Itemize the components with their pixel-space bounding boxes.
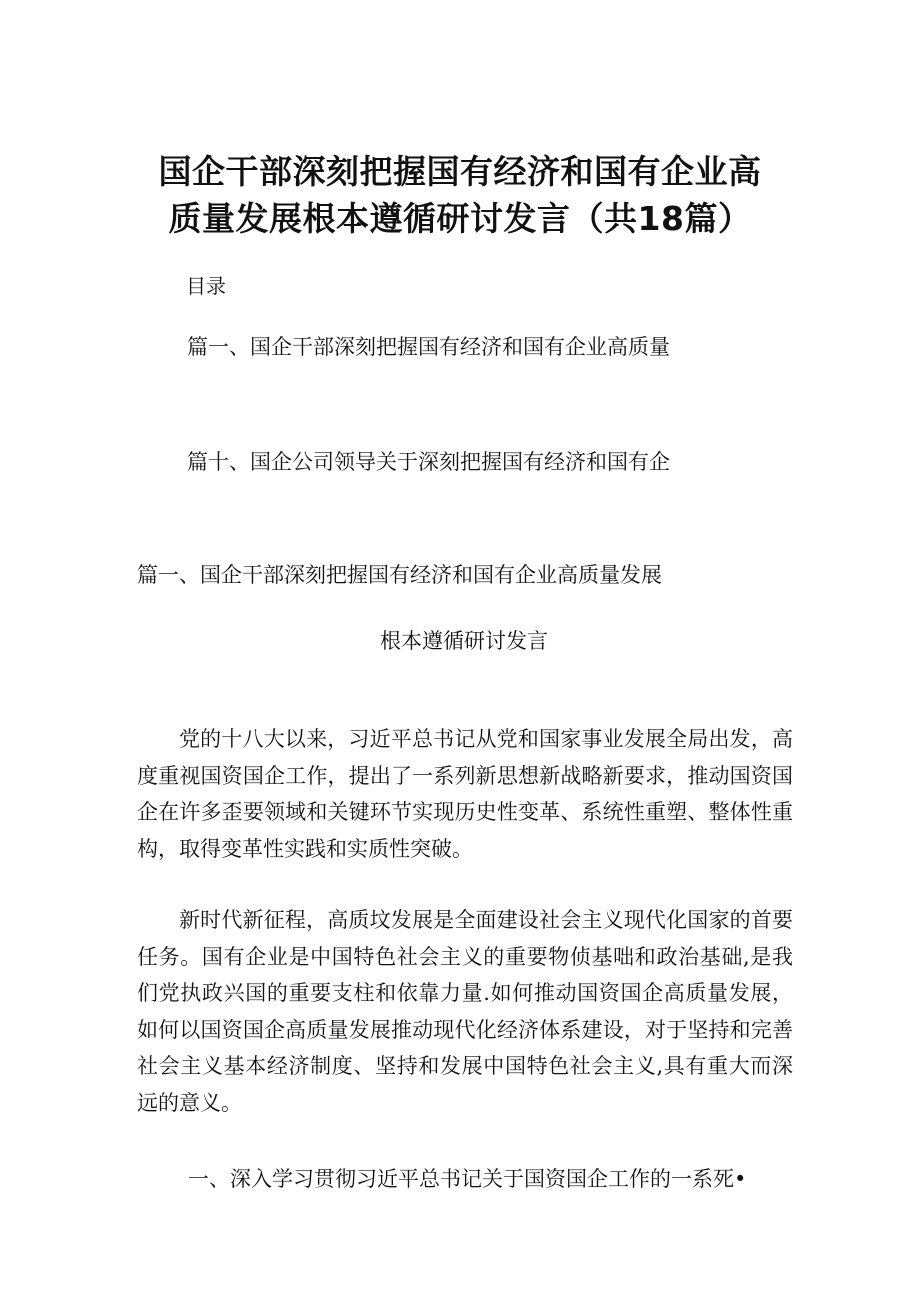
section-title-line-2: 根本遵循研讨发言 xyxy=(380,629,548,653)
document-title xyxy=(0,148,920,242)
title-line-1: 国企干部深刻把握国有经济和国有企业高 xyxy=(158,152,762,191)
toc-label: 目录 xyxy=(186,274,226,298)
body-paragraph: 党的十八大以来，习近平总书记从党和国家事业发展全局出发，高度重视国资国企工作，提出了一系列新思想新战略新要求，推动国资国企在许多歪要领域和关键环节实现历史性变革、系统性重塑、整体性重构，取得变革性实践和实质性突破。 xyxy=(137,727,793,861)
toc-item[interactable]: 篇一、国企干部深刻把握国有经济和国有企业高质量 xyxy=(187,335,670,359)
toc-item[interactable]: 篇十、国企公司领导关于深刻把握国有经济和国有企 xyxy=(187,450,670,474)
body-paragraph: 新时代新征程，高质坟发展是全面建设社会主义现代化国家的首要任务。国有企业是中国特色社会主义的重要物侦基咄和政治基础,是我们党执政兴国的重要支柱和依靠力量.如何推动国资国企高质量发展，如何以国资国企高质量发展推动现代化经济体系建设，对于坚持和完善社会主义基本经济制度、坚持和发展中国特色社会主义,具有重大而深远的意义。 xyxy=(137,908,793,1115)
title-line-2: 质量发展根本遵循研讨发言（共18篇） xyxy=(168,199,752,238)
section-title-line-1: 篇一、国企干部深刻把握国有经济和国有企业高质量发展 xyxy=(137,563,662,587)
subsection-heading: 一、深入学习贯彻习近平总书记关于国资国企工作的一系死• xyxy=(188,1167,747,1191)
